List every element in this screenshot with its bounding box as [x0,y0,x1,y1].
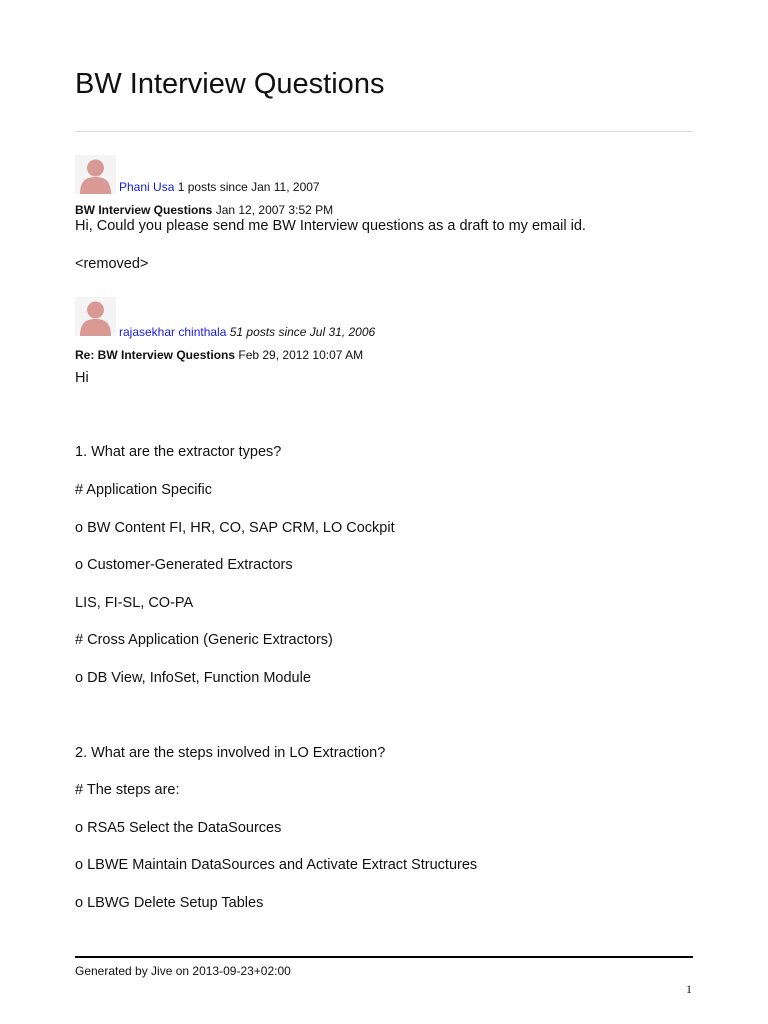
post-body-line: o BW Content FI, HR, CO, SAP CRM, LO Cockpit [75,520,395,536]
post-subject-line [75,203,333,217]
post-date: Feb 29, 2012 10:07 AM [238,348,364,362]
post-body-line: o RSA5 Select the DataSources [75,820,282,836]
post-date: Jan 12, 2007 3:52 PM [215,203,334,217]
post-body-line: 2. What are the steps involved in LO Extraction? [75,745,386,761]
post-author-line [119,180,320,194]
post-body-line: # Application Specific [75,482,213,498]
post-body-line: o DB View, InfoSet, Function Module [75,670,311,686]
post-body-line: # Cross Application (Generic Extractors) [75,632,333,648]
page-title: BW Interview Questions [75,68,385,100]
post-body-line: Hi, Could you please send me BW Interview questions as a draft to my email id. [75,218,586,234]
post-subject: Re: BW Interview Questions [75,348,236,362]
post-subject-line [75,348,363,362]
footer-divider [75,956,693,958]
post-body-line: # The steps are: [75,782,180,798]
post-body-line: Hi [75,370,89,386]
author-post-count: 1 posts since Jan 11, 2007 [177,180,320,194]
title-divider [75,131,693,132]
footer-generated-text: Generated by Jive on 2013-09-23+02:00 [75,964,291,978]
post-body-line: <removed> [75,256,149,272]
author-name-link[interactable]: rajasekhar chinthala [119,325,227,339]
post-body-line: 1. What are the extractor types? [75,444,282,460]
post-body-line: o Customer-Generated Extractors [75,557,293,573]
post-body-line: LIS, FI-SL, CO-PA [75,595,194,611]
author-name-link[interactable]: Phani Usa [119,180,175,194]
post-body-line: o LBWG Delete Setup Tables [75,895,264,911]
page-number: 1 [686,982,692,996]
post-subject: BW Interview Questions [75,203,213,217]
author-post-count: 51 posts since Jul 31, 2006 [229,325,376,339]
post-body-line: o LBWE Maintain DataSources and Activate Extract Structures [75,857,478,873]
post-author-line [119,325,375,339]
user-avatar-icon[interactable] [75,155,116,194]
user-avatar-icon[interactable] [75,297,116,336]
